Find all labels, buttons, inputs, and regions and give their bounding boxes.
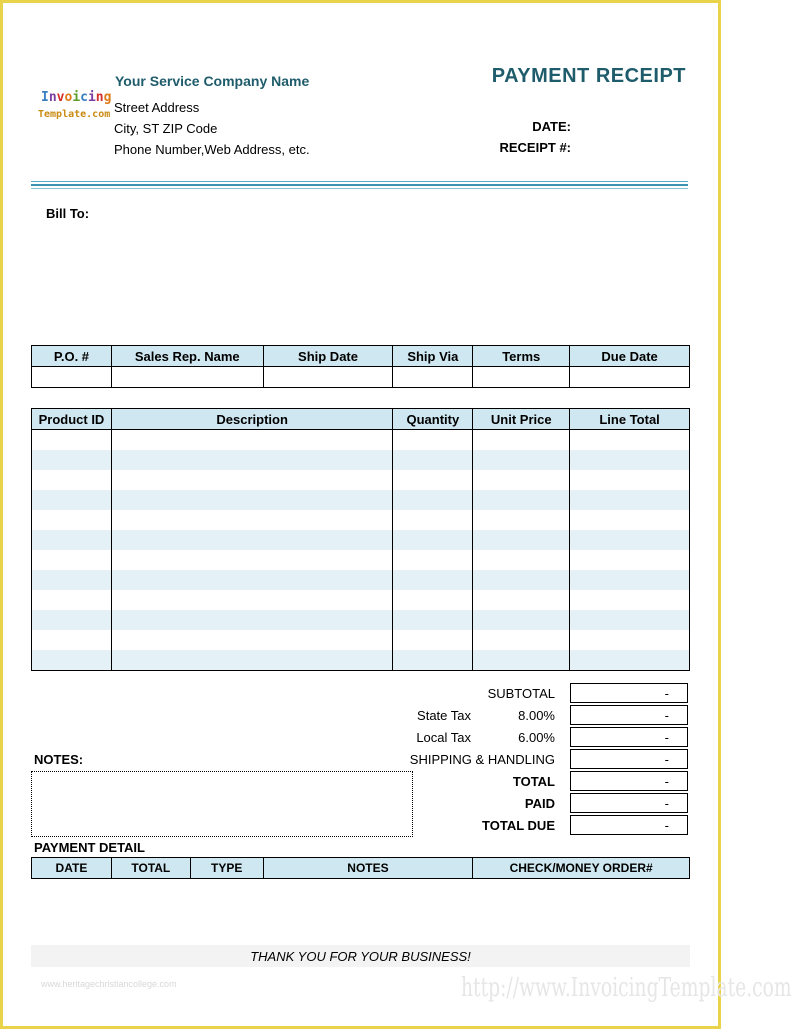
line-total-cell[interactable]: [570, 470, 690, 490]
quantity-cell[interactable]: [393, 570, 473, 590]
product-id-cell[interactable]: [32, 490, 112, 510]
quantity-cell[interactable]: [393, 530, 473, 550]
document-title: PAYMENT RECEIPT: [491, 65, 686, 87]
unit-price-cell[interactable]: [473, 570, 570, 590]
unit-price-cell[interactable]: [473, 510, 570, 530]
header-due-date: Due Date: [570, 346, 690, 367]
notes-label: NOTES:: [34, 752, 84, 767]
line-total-cell[interactable]: [570, 490, 690, 510]
description-cell[interactable]: [111, 650, 392, 671]
product-id-cell[interactable]: [32, 430, 112, 451]
total-label: TOTAL: [512, 774, 555, 789]
line-total-cell[interactable]: [570, 610, 690, 630]
local-tax-value: -: [570, 727, 688, 747]
date-label: DATE:: [532, 119, 571, 134]
company-contact: Phone Number,Web Address, etc.: [114, 142, 310, 157]
unit-price-cell[interactable]: [473, 550, 570, 570]
description-cell[interactable]: [111, 590, 392, 610]
header-rule-2: [31, 184, 688, 186]
payment-detail-label: PAYMENT DETAIL: [34, 840, 145, 855]
description-cell[interactable]: [111, 450, 392, 470]
paid-value[interactable]: -: [570, 793, 688, 813]
description-cell[interactable]: [111, 630, 392, 650]
sales-rep-cell[interactable]: [111, 367, 263, 388]
state-tax-label: State Tax: [417, 708, 471, 723]
header-terms: Terms: [473, 346, 570, 367]
subtotal-value: -: [570, 683, 688, 703]
table-row: [32, 570, 690, 590]
state-tax-rate[interactable]: 8.00%: [518, 708, 555, 723]
product-id-cell[interactable]: [32, 610, 112, 630]
table-row: [32, 490, 690, 510]
line-total-cell[interactable]: [570, 550, 690, 570]
table-row: [32, 470, 690, 490]
quantity-cell[interactable]: [393, 550, 473, 570]
company-city: City, ST ZIP Code: [114, 121, 218, 136]
line-total-cell[interactable]: [570, 510, 690, 530]
description-cell[interactable]: [111, 570, 392, 590]
paid-label: PAID: [524, 796, 555, 811]
unit-price-cell[interactable]: [473, 450, 570, 470]
description-cell[interactable]: [111, 530, 392, 550]
quantity-cell[interactable]: [393, 430, 473, 451]
pd-header-notes: NOTES: [263, 858, 473, 879]
payment-detail-table: [31, 857, 690, 879]
pd-header-check-number: CHECK/MONEY ORDER#: [473, 858, 690, 879]
pd-header-type: TYPE: [190, 858, 263, 879]
quantity-cell[interactable]: [393, 610, 473, 630]
description-cell[interactable]: [111, 550, 392, 570]
product-id-cell[interactable]: [32, 530, 112, 550]
product-id-cell[interactable]: [32, 650, 112, 671]
company-street: Street Address: [114, 100, 200, 115]
description-cell[interactable]: [111, 610, 392, 630]
product-id-cell[interactable]: [32, 630, 112, 650]
description-cell[interactable]: [111, 470, 392, 490]
total-value: -: [570, 771, 688, 791]
header-rule-3: [31, 188, 688, 189]
bill-to-label: Bill To:: [46, 206, 90, 221]
thank-you-message: THANK YOU FOR YOUR BUSINESS!: [250, 949, 471, 964]
header-line-total: Line Total: [570, 409, 690, 430]
total-due-value: -: [570, 815, 688, 835]
pd-header-total: TOTAL: [111, 858, 190, 879]
product-id-cell[interactable]: [32, 550, 112, 570]
unit-price-cell[interactable]: [473, 470, 570, 490]
quantity-cell[interactable]: [393, 490, 473, 510]
quantity-cell[interactable]: [393, 470, 473, 490]
table-row: [32, 550, 690, 570]
line-total-cell[interactable]: [570, 630, 690, 650]
unit-price-cell[interactable]: [473, 630, 570, 650]
quantity-cell[interactable]: [393, 590, 473, 610]
subtotal-label: SUBTOTAL: [487, 686, 555, 701]
table-row: [32, 430, 690, 451]
local-tax-label: Local Tax: [416, 730, 471, 745]
table-row: [32, 650, 690, 671]
receipt-number-label: RECEIPT #:: [499, 140, 571, 155]
state-tax-value: -: [570, 705, 688, 725]
order-info-table: [31, 345, 690, 388]
quantity-cell[interactable]: [393, 510, 473, 530]
watermark-small: www.heritagechristiancollege.com: [41, 979, 177, 989]
unit-price-cell[interactable]: [473, 530, 570, 550]
line-total-cell[interactable]: [570, 570, 690, 590]
header-po-number: P.O. #: [32, 346, 112, 367]
items-table: [31, 408, 690, 671]
line-total-cell[interactable]: [570, 430, 690, 451]
header-ship-via: Ship Via: [393, 346, 473, 367]
description-cell[interactable]: [111, 430, 392, 451]
table-row: [32, 510, 690, 530]
header-unit-price: Unit Price: [473, 409, 570, 430]
terms-cell[interactable]: [473, 367, 570, 388]
shipping-label: SHIPPING & HANDLING: [409, 752, 555, 767]
line-total-cell[interactable]: [570, 530, 690, 550]
product-id-cell[interactable]: [32, 570, 112, 590]
line-total-cell[interactable]: [570, 650, 690, 671]
quantity-cell[interactable]: [393, 630, 473, 650]
unit-price-cell[interactable]: [473, 490, 570, 510]
table-row: [32, 450, 690, 470]
logo-template-com: Template.com: [38, 109, 111, 120]
table-row: [32, 590, 690, 610]
header-description: Description: [111, 409, 392, 430]
line-total-cell[interactable]: [570, 450, 690, 470]
header-product-id: Product ID: [32, 409, 112, 430]
ship-via-cell[interactable]: [393, 367, 473, 388]
unit-price-cell[interactable]: [473, 590, 570, 610]
total-due-label: TOTAL DUE: [482, 818, 555, 833]
table-row: [32, 530, 690, 550]
watermark-big: http://www.InvoicingTemplate.com: [461, 973, 792, 1003]
notes-box[interactable]: [31, 771, 413, 837]
description-cell[interactable]: [111, 510, 392, 530]
unit-price-cell[interactable]: [473, 610, 570, 630]
quantity-cell[interactable]: [393, 450, 473, 470]
line-total-cell[interactable]: [570, 590, 690, 610]
header-sales-rep: Sales Rep. Name: [111, 346, 263, 367]
table-row: [32, 610, 690, 630]
product-id-cell[interactable]: [32, 590, 112, 610]
quantity-cell[interactable]: [393, 650, 473, 671]
due-date-cell[interactable]: [570, 367, 690, 388]
unit-price-cell[interactable]: [473, 650, 570, 671]
description-cell[interactable]: [111, 490, 392, 510]
header-ship-date: Ship Date: [263, 346, 393, 367]
ship-date-cell[interactable]: [263, 367, 393, 388]
product-id-cell[interactable]: [32, 510, 112, 530]
product-id-cell[interactable]: [32, 470, 112, 490]
header-quantity: Quantity: [393, 409, 473, 430]
local-tax-rate[interactable]: 6.00%: [518, 730, 555, 745]
pd-header-date: DATE: [32, 858, 112, 879]
product-id-cell[interactable]: [32, 450, 112, 470]
unit-price-cell[interactable]: [473, 430, 570, 451]
po-number-cell[interactable]: [32, 367, 112, 388]
shipping-value[interactable]: -: [570, 749, 688, 769]
company-name: Your Service Company Name: [115, 73, 310, 89]
table-row: [32, 630, 690, 650]
header-rule-1: [31, 181, 688, 182]
logo-invoicing: Invoicing: [41, 90, 112, 105]
